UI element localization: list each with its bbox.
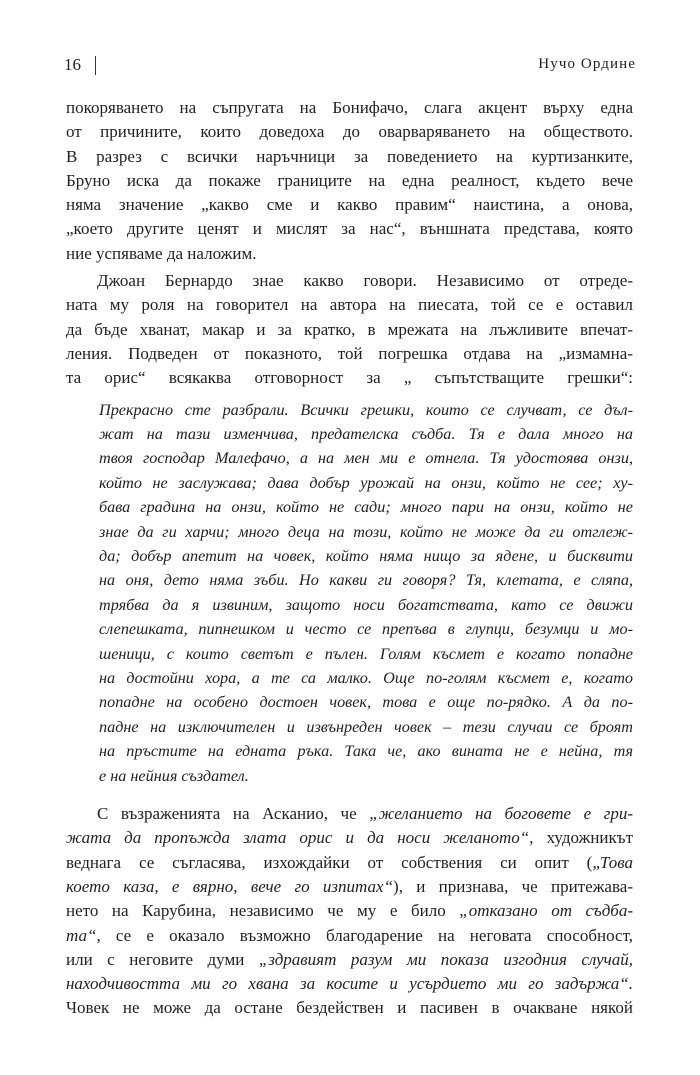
quote-line: слепешката, пипнешком и често се препъва в глупци, безумци и мо- (99, 620, 633, 639)
text-line (66, 851, 633, 875)
text-line: няма значение „какво сме и какво правим“ наистина, а онова, (66, 195, 633, 215)
page-body (66, 96, 633, 1021)
page-header (64, 55, 636, 79)
quote-line: попадне на особено достоен човек, това е още по-рядко. А да по- (99, 693, 633, 712)
text-line: Човек не може да остане бездействен и пасивен в очакване някой (66, 998, 633, 1018)
italic-run: „здравият разум ми показа изгодния случай, (258, 949, 633, 969)
page-number: 16 (64, 55, 81, 74)
text-line: В разрез с всички наръчници за поведението на куртизанките, (66, 146, 633, 166)
text-run: веднага се съгласява, изхождайки от собствения си опит ( (66, 852, 593, 872)
quote-line: твоя господар Малефачо, а на мен ми е отнела. Тя удостоява онзи, (99, 449, 633, 468)
quote-line: шеници, с които светът е пълен. Голям късмет е когато попадне (99, 644, 633, 663)
text-line (66, 924, 633, 948)
italic-run: та“ (66, 925, 97, 945)
text-line: ната му роля на говорител на автора на пиесата, той се е оставил (66, 295, 633, 315)
quote-line: е на нейния създател. (99, 766, 249, 785)
text-run: , се е оказало възможно благодарение на неговата способност, (96, 925, 633, 945)
text-line (66, 899, 633, 923)
paragraph-1 (66, 96, 633, 266)
quote-line: Прекрасно сте разбрали. Всички грешки, които се случват, се дъл- (99, 400, 633, 419)
italic-run: „Това (592, 852, 633, 872)
italic-run: „желанието на боговете е гри- (369, 804, 633, 824)
quote-line: който не заслужава; дава добър урожай на онзи, който не сее; ху- (99, 473, 633, 492)
quote-line: жат на тази изменчива, предателска съдба. Тя е дала много на (99, 424, 633, 443)
paragraph-3 (66, 802, 633, 1021)
quote-line: на пръстите на едната ръка. Така че, ако вината не е нейна, тя (99, 742, 633, 761)
quote-line: да; добър апетит на човек, който няма нищо за ядене, и бисквити (99, 547, 633, 565)
text-line: ления. Подведен от показното, той погрешка отдава на „измамна- (66, 343, 633, 363)
header-separator (95, 56, 96, 75)
quote-line: знае да ги харчи; много деца на този, който не може да ги отглеж- (99, 522, 633, 541)
italic-run: „отказано от съдба- (459, 901, 634, 921)
quote-line: на достойни хора, а те са малко. Още по-голям късмет е, когато (99, 669, 633, 688)
text-run: ), и признава, че притежава- (393, 876, 633, 896)
italic-run: находчивостта ми го хвана за косите и усърдието ми го задържа“. (66, 974, 633, 994)
text-line: „което другите ценят и мислят за нас“, външната представа, която (66, 219, 633, 239)
text-line: Джоан Бернардо знае какво говори. Независимо от отреде- (97, 271, 633, 291)
text-line: ние успяваме да наложим. (66, 243, 257, 263)
text-line: от причините, които доведоха до оварваряването на обществото. (66, 122, 633, 142)
italic-run: което каза, е вярно, вече го изпитах“ (66, 876, 394, 896)
text-line: Бруно иска да покаже границите на една реалност, където вече (66, 170, 633, 190)
text-line (66, 972, 633, 996)
quote-line: бава градина на онзи, който не сади; много пари на онзи, който не (99, 498, 633, 517)
quote-line: на оня, дето няма зъби. Но какви ги говоря? Тя, клетата, е сляпа, (99, 571, 633, 590)
text-line: та орис“ всякаква отговорност за „ съпътстващите грешки“: (66, 368, 633, 388)
block-quote (99, 398, 633, 789)
text-line: да бъде хванат, макар и за кратко, в мрежата на лъжливите впечат- (66, 319, 633, 339)
text-line (66, 948, 633, 972)
quote-line: трябва да я извиним, защото носи богатствата, като се движи (99, 595, 633, 614)
text-line (66, 875, 633, 899)
italic-run: жата да пропъжда злата орис и да носи желаното“ (66, 828, 530, 848)
running-head-author: Нучо Ордине (538, 56, 636, 72)
text-line (66, 826, 633, 850)
text-run: нето на Карубина, независимо че му е било (66, 901, 460, 921)
text-run: или с неговите думи (66, 949, 259, 969)
text-run: , художникът (529, 828, 633, 848)
text-line (66, 802, 633, 826)
paragraph-2 (66, 269, 633, 390)
text-run: С възраженията на Асканио, че (97, 804, 370, 824)
text-line: покоряването на съпругата на Бонифачо, слага акцент върху една (66, 98, 633, 117)
quote-line: падне на изключителен и извънреден човек – тези случаи се броят (99, 717, 633, 736)
